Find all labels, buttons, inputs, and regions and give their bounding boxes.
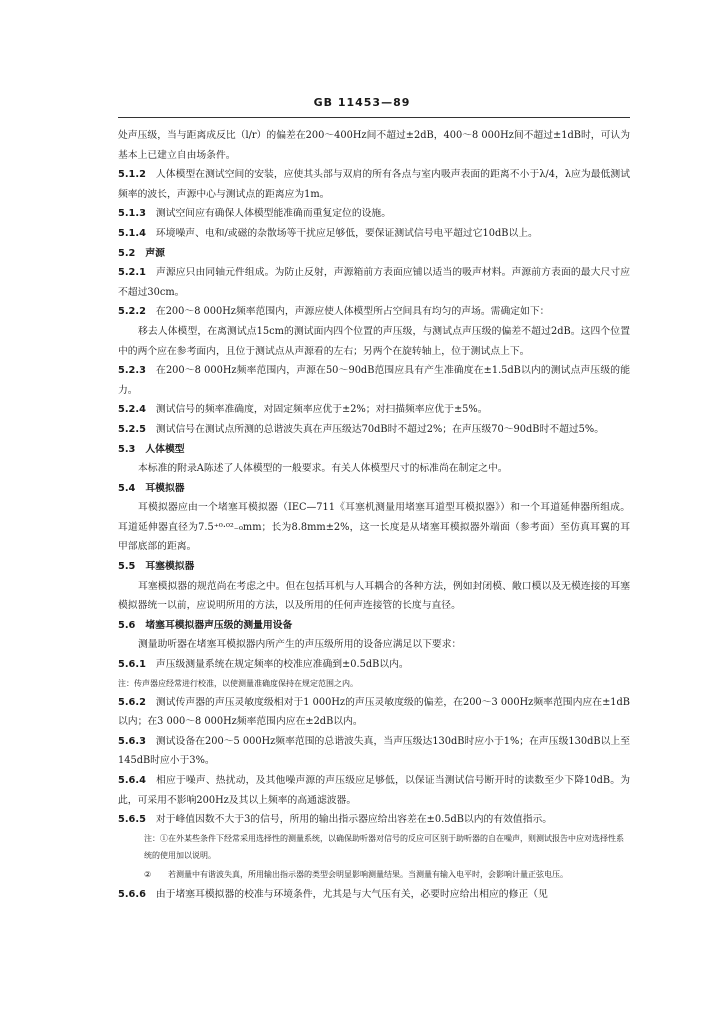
header-rule [118, 117, 630, 118]
clause-number: 5.1.2 [118, 169, 146, 181]
clause [118, 420, 630, 440]
paragraph-continuation: 处声压级，当与距离成反比（l/r）的偏差在200～400Hz间不超过±2dB，400～8 000Hz间不超过±1dB时，可认为基本上已建立自由场条件。 [118, 130, 630, 161]
clause [118, 655, 630, 675]
note-line: 注：传声器应经常进行校准，以使测量准确度保持在规定范围之内。 [118, 678, 358, 688]
document-body [118, 126, 630, 904]
note-item [144, 830, 630, 864]
clause-number: 5.6.6 [118, 888, 146, 900]
clause [118, 400, 630, 420]
clause-number: 5.2.2 [118, 306, 146, 318]
paragraph: 耳塞模拟器的规范尚在考虑之中。但在包括耳机与人耳耦合的各种方法，例如封闭模、敞口模以及无模连接的耳塞模拟器统一以前，应说明所用的方法，以及所用的任何声连接管的长度与直径。 [118, 580, 630, 612]
section-title: 耳模拟器 [145, 482, 185, 494]
paragraph: 移去人体模型，在离测试点15cm的测试面内四个位置的声压级，与测试点声压级的偏差不超过2dB。这四个位置中的两个应在参考面内，且位于测试点从声源看的左右；另两个在旋转轴上，位于测试点上下。 [118, 325, 630, 357]
clause-text: 在200～8 000Hz频率范围内，声源在50～90dB范围应具有产生准确度在±1.5dB以内的测试点声压级的能力。 [118, 365, 630, 396]
note-text: 在外某些条件下经常采用选择性的测量系统，以确保助听器对信号的反应可区别于助听器的自在噪声，则测试报告中应对选择性系统的使用加以说明。 [144, 833, 624, 860]
paragraph: 测量助听器在堵塞耳模拟器内所产生的声压级所用的设备应满足以下要求： [138, 639, 462, 651]
clause-number: 5.2.1 [118, 267, 146, 279]
clause-number: 5.6.1 [118, 659, 146, 671]
clause-text: 测试信号在测试点所测的总谐波失真在声压级达70dB时不超过2%；在声压级70～90dB时不超过5%。 [155, 423, 605, 435]
section-number: 5.5 [118, 561, 136, 573]
clause-text: 由于堵塞耳模拟器的校准与环境条件，尤其是与大气压有关，必要时应给出相应的修正（见 [155, 888, 548, 900]
section-title: 堵塞耳模拟器声压级的测量用设备 [145, 619, 293, 631]
clause-text: 相应于噪声、热扰动，及其他噪声源的声压级应足够低，以保证当测试信号断开时的读数至少下降10dB。为此，可采用不影响200Hz及其以上频率的高通滤波器。 [118, 775, 630, 806]
section-heading [118, 557, 630, 577]
note-mark: 注：① [144, 833, 168, 843]
section-number: 5.4 [118, 482, 136, 494]
clause-number: 5.2.5 [118, 423, 146, 435]
clause-number: 5.6.2 [118, 696, 146, 708]
paragraph: 本标准的附录A陈述了人体模型的一般要求。有关人体模型尺寸的标准尚在制定之中。 [138, 463, 508, 475]
clause-text: 对于峰值因数不大于3的信号，所用的输出指示器应给出容差在±0.5dB以内的有效值指示。 [155, 814, 553, 826]
clause-number: 5.6.5 [118, 814, 146, 826]
clause-text: 测试空间应有确保人体模型能准确而重复定位的设施。 [155, 208, 392, 220]
clause [118, 224, 630, 244]
section-heading [118, 440, 630, 460]
clause-text: 测试信号的频率准确度，对固定频率应优于±2%；对扫描频率应优于±5%。 [155, 404, 488, 416]
clause [118, 885, 630, 905]
clause-text: 声源应只由同轴元件组成。为防止反射，声源箱前方表面应铺以适当的吸声材料。声源前方表面的最大尺寸应不超过30cm。 [118, 267, 630, 298]
clause [118, 771, 630, 810]
clause [118, 263, 630, 302]
clause-text: 在200～8 000Hz频率范围内，声源应使人体模型所占空间具有均匀的声场。需确定如下： [155, 306, 550, 318]
clause-text: 环境噪声、电和/或磁的杂散场等干扰应足够低，要保证测试信号电平超过它10dB以上。 [155, 227, 538, 239]
section-number: 5.3 [118, 443, 136, 455]
clause-number: 5.6.4 [118, 775, 146, 786]
note-text: 若测量中有谐波失真，所用输出指示器的类型会明显影响测量结果。当测量有输入电平时，会影响计量正弦电压。 [168, 869, 568, 879]
section-heading [118, 616, 630, 636]
page-header: GB 11453—89 [313, 96, 411, 109]
clause-number: 5.1.4 [118, 227, 146, 239]
section-title: 声源 [145, 247, 165, 259]
clause-number: 5.2.3 [118, 365, 146, 377]
clause [118, 693, 630, 732]
paragraph: 耳模拟器应由一个堵塞耳模拟器（IEC—711《耳塞机测量用堵塞耳道型耳模拟器》）和一个耳道延伸器所组成。耳道延伸器直径为7.5⁺⁰·⁰²₋₀mm；长为8.8mm±2%，这一长度是从堵塞耳模拟器外端面（参考面）至仿真耳翼的耳甲部底部的距离。 [118, 502, 630, 553]
clause-number: 5.6.3 [118, 735, 146, 747]
notes-block [144, 830, 630, 883]
clause-number: 5.1.3 [118, 208, 146, 220]
section-number: 5.2 [118, 247, 136, 259]
section-heading [118, 479, 630, 499]
clause-number: 5.2.4 [118, 404, 146, 416]
clause [118, 204, 630, 224]
clause [118, 302, 630, 322]
clause [118, 732, 630, 771]
clause [118, 361, 630, 400]
section-heading [118, 244, 630, 264]
clause [118, 810, 630, 830]
section-number: 5.6 [118, 619, 136, 631]
clause-text: 声压级测量系统在规定频率的校准应准确到±0.5dB以内。 [155, 659, 409, 671]
note-item [144, 866, 630, 883]
clause [118, 165, 630, 204]
clause-text: 测试设备在200～5 000Hz频率范围的总谐波失真，当声压级达130dB时应小于1%；在声压级130dB以上至145dB时应小于3%。 [118, 735, 630, 767]
section-title: 人体模型 [145, 443, 185, 455]
section-title: 耳塞模拟器 [145, 561, 195, 573]
note-mark: ② [144, 869, 152, 879]
clause-text: 测试传声器的声压灵敏度级相对于1 000Hz的声压灵敏度级的偏差，在200～3 000Hz频率范围内应在±1dB以内；在3 000～8 000Hz频率范围内应在±2dB以内。 [118, 696, 630, 728]
clause-text: 人体模型在测试空间的安装，应使其头部与双肩的所有各点与室内吸声表面的距离不小于λ/4，λ应为最低测试频率的波长，声源中心与测试点的距离应为1m。 [118, 169, 630, 200]
